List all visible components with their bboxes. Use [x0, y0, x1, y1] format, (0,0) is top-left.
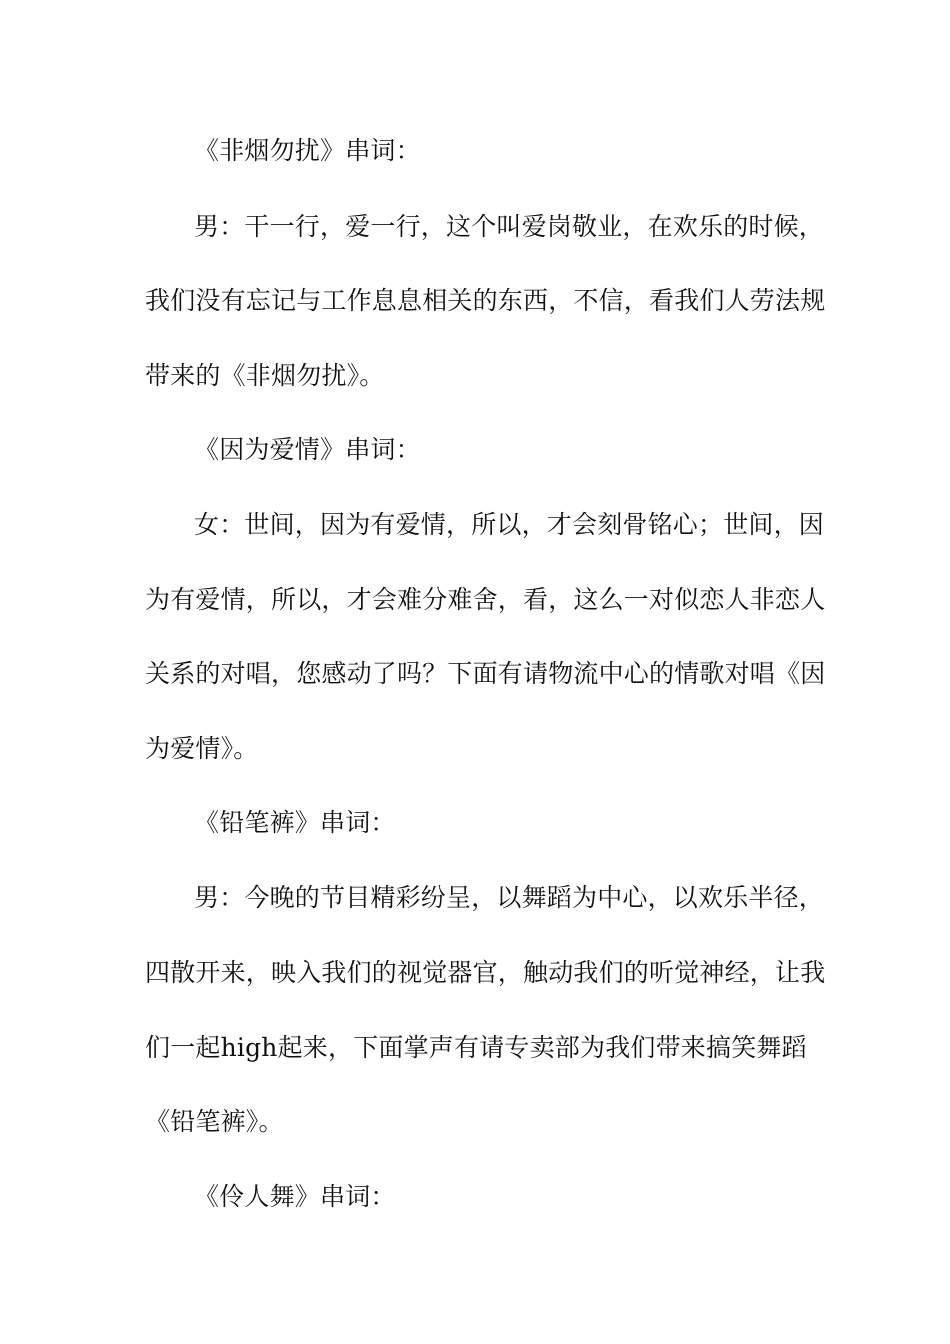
paragraph-line: 四散开来，映入我们的视觉器官，触动我们的听觉神经，让我 — [145, 958, 826, 987]
paragraph-line: 为有爱情，所以，才会难分难舍，看，这么一对似恋人非恋人 — [145, 585, 826, 614]
paragraph-line: 关系的对唱，您感动了吗？下面有请物流中心的情歌对唱《因 — [145, 659, 826, 688]
section-title-qianbiku: 《铅笔裤》串词： — [194, 808, 396, 837]
paragraph-line: 们一起high起来，下面掌声有请专卖部为我们带来搞笑舞蹈 — [145, 1033, 807, 1062]
paragraph-line: 女：世间，因为有爱情，所以，才会刻骨铭心；世间，因 — [194, 510, 825, 539]
paragraph-line: 《铅笔裤》。 — [145, 1107, 284, 1136]
paragraph-line: 男：干一行，爱一行，这个叫爱岗敬业，在欢乐的时候， — [194, 212, 825, 241]
section-title-yinweiaiqing: 《因为爱情》串词： — [194, 435, 421, 464]
section-title-lingrenwu: 《伶人舞》串词： — [194, 1182, 396, 1211]
paragraph-line: 男：今晚的节目精彩纷呈，以舞蹈为中心，以欢乐半径， — [194, 883, 825, 912]
paragraph-line: 为爱情》。 — [145, 734, 259, 763]
paragraph-line: 带来的《非烟勿扰》。 — [145, 361, 385, 390]
paragraph-line: 我们没有忘记与工作息息相关的东西，不信，看我们人劳法规 — [145, 286, 826, 315]
section-title-feiyanwurao: 《非烟勿扰》串词： — [194, 136, 421, 165]
